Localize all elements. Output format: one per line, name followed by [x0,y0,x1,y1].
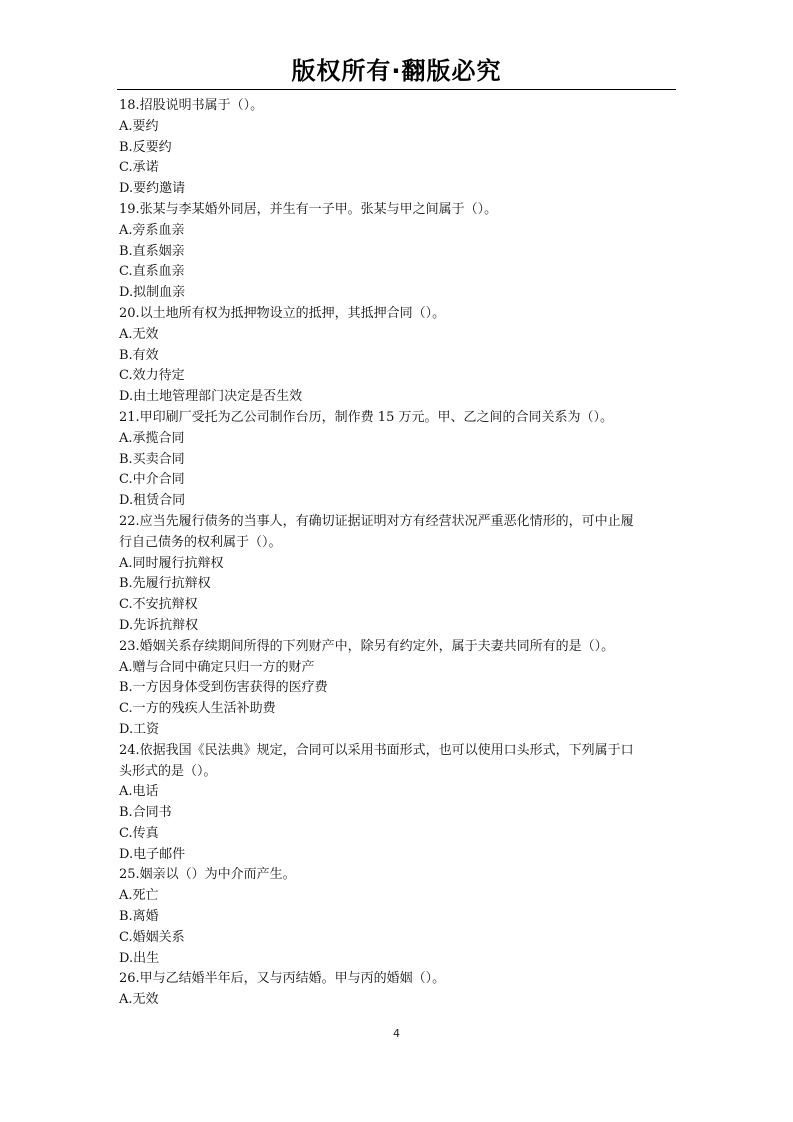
option-c: C.传真 [119,825,159,841]
option-d: D.先诉抗辩权 [119,617,199,633]
page-header-title: 版权所有·翻版必究 [291,57,502,85]
option-d: D.出生 [119,950,160,966]
option-a: A.要约 [119,118,159,134]
option-c: C.直系血亲 [119,264,185,280]
option-c: C.效力待定 [119,368,185,384]
question-stem: 18.招股说明书属于（）。 [119,98,264,113]
option-d: D.拟制血亲 [119,285,186,301]
page-number: 4 [393,1027,400,1040]
question-stem: 19.张某与李某婚外同居，并生有一子甲。张某与甲之间属于（）。 [119,201,498,217]
option-a: A.旁系血亲 [119,222,185,238]
option-d: D.由土地管理部门决定是否生效 [119,389,303,405]
option-c: C.承诺 [119,160,159,176]
question-stem: 21.甲印刷厂受托为乙公司制作台历，制作费 15 万元。甲、乙之间的合同关系为（）。 [119,409,613,425]
option-b: B.合同书 [119,805,172,821]
option-a: A.死亡 [119,888,159,904]
question-stem-line-1: 24.依据我国《民法典》规定，合同可以采用书面形式，也可以使用口头形式，下列属于口 [119,742,634,758]
option-d: D.电子邮件 [119,846,186,862]
option-c: C.中介合同 [119,472,185,488]
question-stem-line-2: 行自己债务的权利属于（）。 [119,534,282,550]
question-stem: 20.以土地所有权为抵押物设立的抵押，其抵押合同（）。 [119,305,446,321]
option-c: C.不安抗辩权 [119,597,198,613]
option-a: A.赠与合同中确定只归一方的财产 [119,659,315,675]
option-b: B.反要约 [119,139,172,155]
option-b: B.有效 [119,347,159,363]
option-c: C.婚姻关系 [119,929,185,945]
question-stem: 23.婚姻关系存续期间所得的下列财产中，除另有约定外，属于夫妻共同所有的是（）。 [119,638,615,654]
option-b: B.直系姻亲 [119,243,185,259]
question-list [119,96,676,1011]
question-stem: 26.甲与乙结婚半年后，又与丙结婚。甲与丙的婚姻（）。 [119,971,446,987]
question-stem: 25.姻亲以（）为中介而产生。 [119,867,296,883]
option-d: D.要约邀请 [119,181,186,197]
option-d: D.工资 [119,721,160,737]
option-a: A.无效 [119,326,159,342]
option-b: B.一方因身体受到伤害获得的医疗费 [119,680,328,696]
option-b: B.买卖合同 [119,451,185,467]
option-a: A.同时履行抗辩权 [119,555,224,571]
question-stem-line-2: 头形式的是（）。 [119,763,217,779]
option-a: A.无效 [119,992,159,1008]
option-b: B.离婚 [119,909,159,925]
question-stem-line-1: 22.应当先履行债务的当事人，有确切证据证明对方有经营状况严重恶化情形的，可中止履 [119,513,634,529]
option-c: C.一方的残疾人生活补助费 [119,701,276,717]
option-b: B.先履行抗辩权 [119,576,211,592]
option-a: A.电话 [119,784,159,800]
option-d: D.租赁合同 [119,493,186,509]
option-a: A.承揽合同 [119,430,185,446]
header-divider [117,89,676,90]
